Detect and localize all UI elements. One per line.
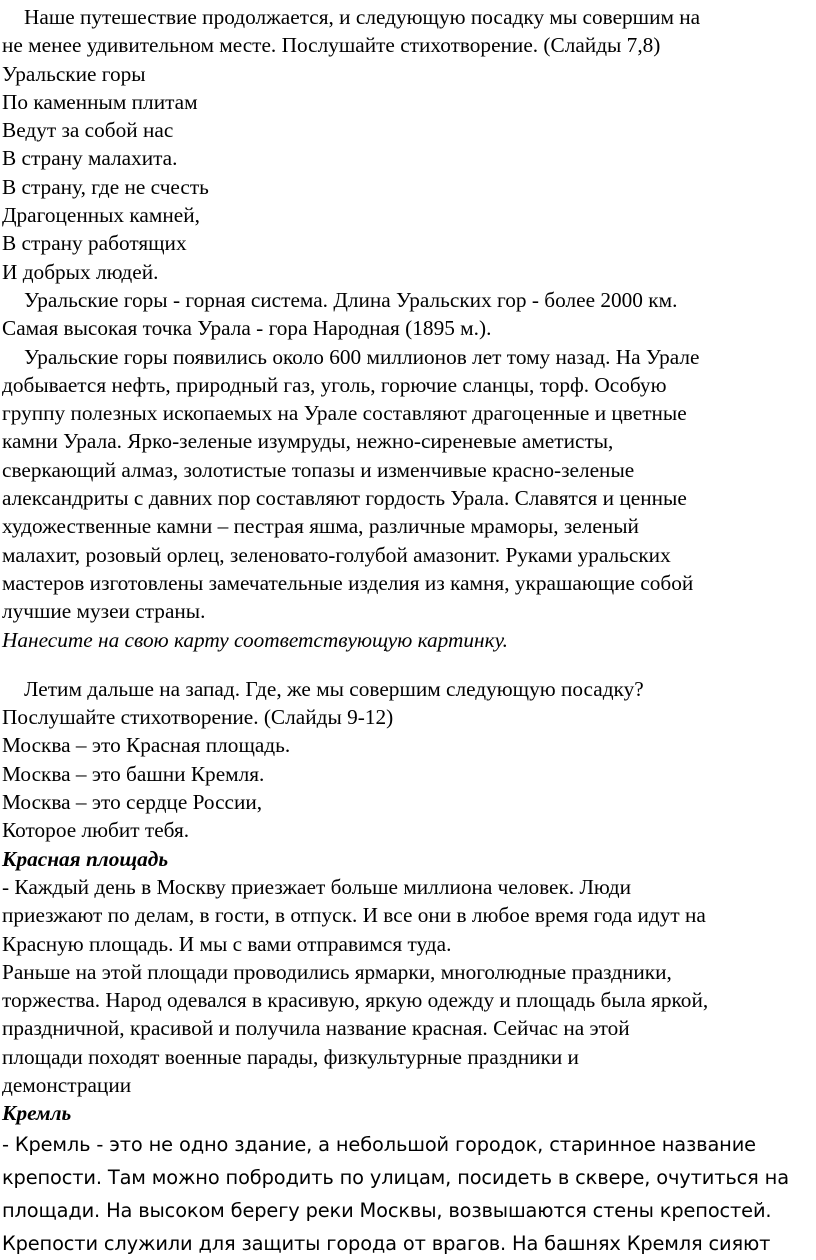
red-square-line: площади походят военные парады, физкультурные праздники и (2, 1044, 579, 1069)
ural-text-line: александриты с давних пор составляют гордость Урала. Славятся и ценные (2, 486, 687, 511)
ural-poem-line: И добрых людей. (2, 259, 159, 284)
ural-text-line: мастеров изготовлены замечательные изделия из камня, украшающие собой (2, 570, 694, 595)
red-square-line: - Каждый день в Москву приезжает больше миллиона человек. Люди (2, 874, 631, 899)
ural-text-line: группу полезных ископаемых на Урале составляют драгоценные и цветные (2, 401, 687, 426)
red-square-line: приезжают по делам, в гости, в отпуск. И все они в любое время года идут на (2, 903, 706, 928)
ural-text-line: Уральские горы появились около 600 миллионов лет тому назад. На Урале (24, 344, 700, 369)
ural-poem-line: Уральские горы (2, 61, 146, 86)
kremlin-heading: Кремль (2, 1101, 72, 1126)
red-square-line: демонстрации (2, 1072, 132, 1097)
moscow-poem-line: Москва – это сердце России, (2, 790, 263, 815)
ural-poem-line: Драгоценных камней, (2, 203, 200, 228)
ural-text-line: сверкающий алмаз, золотистые топазы и изменчивые красно-зеленые (2, 457, 635, 482)
red-square-line: Раньше на этой площади проводились ярмарки, многолюдные праздники, (2, 959, 672, 984)
moscow-poem-line: Москва – это Красная площадь. (2, 733, 291, 758)
ural-text-line: малахит, розовый орлец, зеленовато-голубой амазонит. Руками уральских (2, 542, 671, 567)
map-task: Нанесите на свою карту соответствующую картинку. (2, 627, 509, 652)
ural-text-line: добывается нефть, природный газ, уголь, горючие сланцы, торф. Особую (2, 372, 667, 397)
kremlin-line: Крепости служили для защиты города от врагов. На башнях Кремля сияют (2, 1232, 771, 1256)
ural-text-line: художественные камни – пестрая яшма, различные мраморы, зеленый (2, 514, 639, 539)
red-square-line: торжества. Народ одевался в красивую, яркую одежду и площадь была яркой, (2, 988, 709, 1013)
kremlin-line: площади. На высоком берегу реки Москвы, возвышаются стены крепостей. (2, 1198, 772, 1222)
ural-fact-line: Уральские горы - горная система. Длина Уральских гор - более 2000 км. (24, 287, 678, 312)
kremlin-line: - Кремль - это не одно здание, а небольшой городок, старинное название (2, 1132, 756, 1156)
intro-line: Наше путешествие продолжается, и следующую посадку мы совершим на (24, 5, 701, 29)
kremlin-line: крепости. Там можно побродить по улицам, посидеть в сквере, очутиться на (2, 1165, 789, 1189)
ural-poem-line: В страну малахита. (2, 146, 178, 171)
paragraph-gap (2, 654, 816, 675)
ural-poem-line: В страну работящих (2, 231, 187, 256)
ural-text-line: камни Урала. Ярко-зеленые изумруды, нежно-сиреневые аметисты, (2, 429, 614, 454)
ural-text-line: лучшие музеи страны. (2, 599, 206, 624)
moscow-poem-line: Которое любит тебя. (2, 818, 190, 843)
ural-poem-line: Ведут за собой нас (2, 118, 174, 143)
ural-poem-line: В страну, где не счесть (2, 174, 209, 199)
red-square-heading: Красная площадь (2, 846, 169, 871)
west-line: Послушайте стихотворение. (Слайды 9-12) (2, 705, 394, 730)
red-square-line: Красную площадь. И мы с вами отправимся туда. (2, 931, 452, 956)
ural-fact-line: Самая высокая точка Урала - гора Народная (1895 м.). (2, 316, 492, 341)
west-line: Летим дальше на запад. Где, же мы совершим следующую посадку? (24, 676, 644, 701)
moscow-poem-line: Москва – это башни Кремля. (2, 761, 265, 786)
ural-poem-line: По каменным плитам (2, 89, 198, 114)
red-square-line: праздничной, красивой и получила название красная. Сейчас на этой (2, 1016, 630, 1041)
intro-line: не менее удивительном месте. Послушайте стихотворение. (Слайды 7,8) (2, 33, 661, 58)
